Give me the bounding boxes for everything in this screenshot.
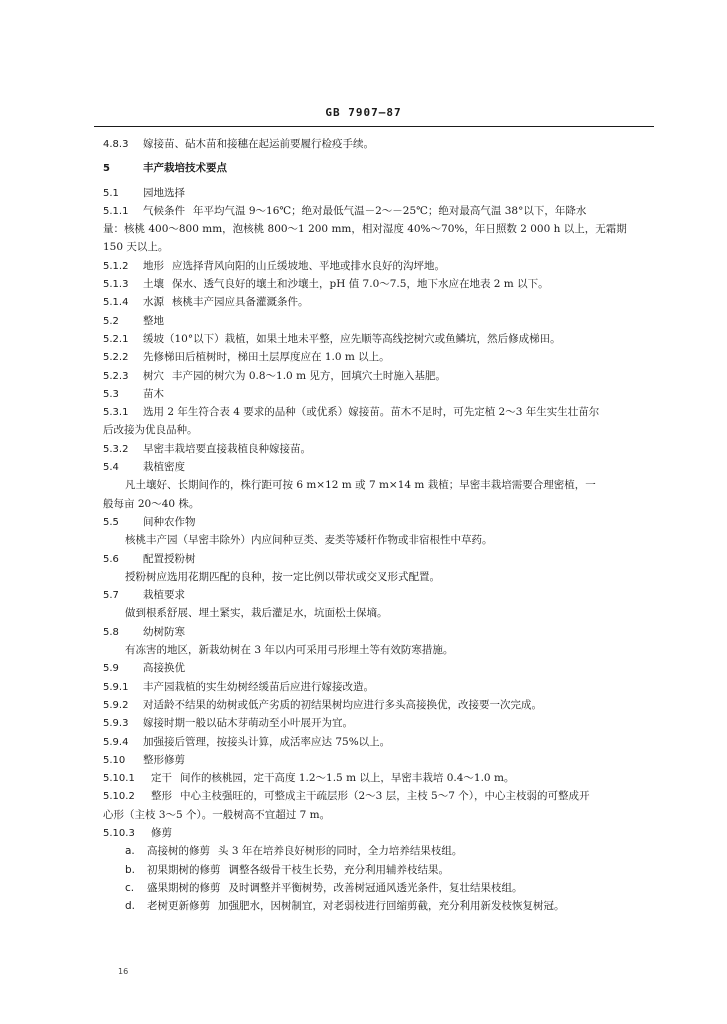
clause-text: 加强接后管理，按接头计算，成活率应达 75%以上。: [143, 735, 391, 748]
clause-text: 量：核桃 400～800 mm，泡核桃 800～1 200 mm，相对湿度 40%～70%，年日照数 2 000 h 以上，无霜期: [103, 223, 627, 236]
sub-item-label: d.: [125, 900, 136, 913]
text-line: [103, 367, 658, 385]
clause-term: 地形: [143, 259, 164, 272]
text-line: [103, 403, 658, 421]
clause-text: 幼树防寒: [143, 625, 185, 638]
clause-number: 5.3.2: [103, 443, 129, 455]
text-line: [103, 495, 658, 513]
text-line: [103, 202, 658, 220]
clause-number: 5.2: [103, 315, 119, 327]
text-line: [103, 604, 658, 622]
sub-item: [103, 897, 658, 915]
text-line: [103, 330, 658, 348]
clause-term: 水源: [143, 296, 164, 309]
clause-number: 5.2.1: [103, 333, 129, 345]
text-line: [103, 293, 658, 311]
sub-item-label: b.: [125, 863, 136, 876]
clause-text: 丰产栽培技术要点: [143, 162, 227, 175]
clause-text: 授粉树应选用花期匹配的良种，按一定比例以带状或交叉形式配置。: [125, 570, 440, 583]
clause-text: 核桃丰产园（早密丰除外）内应间种豆类、麦类等矮杆作物或非宿根性中草药。: [125, 534, 493, 547]
clause-text: 丰产园的树穴为 0.8～1.0 m 见方，回填穴土时施入基肥。: [172, 369, 446, 382]
clause-text: 配置授粉树: [143, 552, 196, 565]
text-line: [103, 275, 658, 293]
text-line: [103, 220, 658, 238]
text-line: [103, 184, 658, 202]
clause-text: 间作的核桃园，定干高度 1.2～1.5 m 以上，早密丰栽培 0.4～1.0 m。: [180, 772, 515, 785]
text-line: [103, 733, 658, 751]
section-heading: [103, 159, 658, 177]
clause-text: 核桃丰产园应具备灌溉条件。: [172, 296, 309, 309]
clause-number: 5.9.2: [103, 699, 129, 711]
clause-text: 应选择背风向阳的山丘缓坡地、平地或排水良好的沟坪地。: [172, 259, 445, 272]
sub-item: [103, 842, 658, 860]
clause-text: 加强肥水，因树制宜，对老弱枝进行回缩剪截，充分利用新发枝恢复树冠。: [218, 900, 565, 913]
clause-text: 苗木: [143, 387, 164, 400]
clause-text: 对适龄不结果的幼树或低产劣质的初结果树均应进行多头高接换优，改接要一次完成。: [143, 698, 542, 711]
clause-text: 150 天以上。: [103, 241, 169, 254]
sub-item-label: c.: [125, 881, 135, 894]
text-line: [103, 257, 658, 275]
clause-term: 盛果期树的修剪: [147, 881, 221, 894]
text-line: [103, 440, 658, 458]
text-line: [103, 659, 658, 677]
clause-text: 嫁接苗、砧木苗和接穗在起运前要履行检疫手续。: [143, 138, 374, 150]
text-line: [103, 586, 658, 604]
clause-text: 般每亩 20～40 株。: [103, 497, 200, 510]
clause-number: 5.4: [103, 462, 119, 474]
clause-text: 保水、透气良好的壤土和沙壤土，pH 值 7.0～7.5，地下水应在地表 2 m 以下。: [172, 278, 549, 291]
clause-text: 嫁接时期一般以砧木芽萌动至小叶展开为宜。: [143, 717, 353, 730]
clause-number: 5.6: [103, 553, 119, 565]
clause-text: 中心主枝强旺的，可整成主干疏层形（2～3 层，主枝 5～7 个），中心主枝弱的可整成开: [180, 790, 590, 803]
text-line: [103, 348, 658, 366]
clause-number: 5.2.2: [103, 352, 129, 364]
clause-number: 5.8: [103, 626, 119, 638]
clause-number: 5.1.2: [103, 260, 129, 272]
text-line: [103, 641, 658, 659]
clause-number: 5.9.1: [103, 681, 129, 693]
text-line: [103, 751, 658, 769]
clause-text: 整地: [143, 314, 164, 327]
clause-text: 园地选择: [143, 186, 185, 199]
header-rule: [94, 126, 654, 127]
clause-number: 5.5: [103, 516, 119, 528]
clause-text: 选用 2 年生符合表 4 要求的品种（或优系）嫁接苗。苗木不足时，可先定植 2～3 年生实生壮苗尔: [143, 406, 600, 419]
clause-term: 高接树的修剪: [147, 845, 210, 858]
clause-term: 整形: [151, 790, 172, 803]
clause-term: 树穴: [143, 369, 164, 382]
clause-number: 5.1: [103, 187, 119, 199]
clause-text: 栽植密度: [143, 461, 185, 474]
clause-text: 心形（主枝 3～5 个）。一般树高不宜超过 7 m。: [103, 808, 331, 821]
page-number: 16: [118, 967, 129, 976]
clause-term: 老树更新修剪: [147, 900, 210, 913]
clause-number: 5.7: [103, 590, 119, 602]
clause-text: 年平均气温 9～16℃；绝对最低气温－2～－25℃；绝对最高气温 38°以下，年降水: [193, 204, 587, 217]
text-line: [103, 769, 658, 787]
text-line: [103, 696, 658, 714]
sub-item: [103, 879, 658, 897]
clause-number: 5.9: [103, 663, 119, 675]
clause-number: 5.9.4: [103, 736, 129, 748]
clause-number: 5.1.1: [103, 205, 129, 217]
clause-text: 栽植要求: [143, 589, 185, 602]
clause-text: 修剪: [151, 826, 172, 839]
text-line: [103, 623, 658, 641]
text-line: [103, 550, 658, 568]
clause-text: 头 3 年在培养良好树形的同时，全力培养结果枝组。: [218, 845, 463, 858]
sub-item-label: a.: [125, 845, 135, 858]
clause-text: 先修梯田后植树时，梯田土层厚度应在 1.0 m 以上。: [143, 351, 390, 364]
text-line: [103, 312, 658, 330]
clause-text: 及时调整并平衡树势，改善树冠通风透光条件，复壮结果枝组。: [228, 881, 523, 894]
clause-text: 间种农作物: [143, 515, 196, 528]
clause-text: 早密丰栽培要直接栽植良种嫁接苗。: [143, 442, 311, 455]
clause-number: 5.10.3: [103, 827, 135, 839]
clause-text: 缓坡（10°以下）栽植，如果土地未平整，应先顺等高线挖树穴或鱼鳞坑，然后修成梯田。: [143, 332, 561, 345]
clause-text: 丰产园栽植的实生幼树经缓苗后应进行嫁接改造。: [143, 680, 374, 693]
clause-term: 土壤: [143, 278, 164, 291]
clause-number: 5.3: [103, 388, 119, 400]
clause-number: 5.10.2: [103, 791, 135, 803]
sub-item: [103, 861, 658, 879]
text-line: [103, 135, 658, 153]
text-line: [103, 568, 658, 586]
clause-text: 做到根系舒展、埋土紧实，栽后灌足水，坑面松土保墒。: [125, 607, 388, 620]
clause-text: 整形修剪: [143, 753, 185, 766]
text-line: [103, 824, 658, 842]
text-line: [103, 238, 658, 256]
clause-text: 高接换优: [143, 662, 185, 675]
clause-number: 5.1.4: [103, 297, 129, 309]
clause-number: 5.10: [103, 754, 126, 766]
clause-number: 5.2.3: [103, 370, 129, 382]
text-line: [103, 714, 658, 732]
clause-number: 4.8.3: [103, 139, 129, 150]
text-line: [103, 385, 658, 403]
document-body: [103, 135, 658, 915]
text-line: [103, 806, 658, 824]
clause-number: 5.10.1: [103, 773, 135, 785]
clause-text: 后改接为优良品种。: [103, 424, 198, 437]
clause-number: 5.1.3: [103, 279, 129, 291]
clause-term: 初果期树的修剪: [147, 863, 221, 876]
clause-number: 5.3.1: [103, 407, 129, 419]
clause-text: 凡土壤好、长期间作的，株行距可按 6 m×12 m 或 7 m×14 m 栽植；早密丰栽培需要合理密植，一: [125, 479, 596, 492]
text-line: [103, 787, 658, 805]
clause-term: 定干: [151, 772, 172, 785]
clause-term: 气候条件: [143, 204, 185, 217]
clause-number: 5.9.3: [103, 718, 129, 730]
text-line: [103, 421, 658, 439]
text-line: [103, 458, 658, 476]
clause-text: 有冻害的地区，新栽幼树在 3 年以内可采用弓形埋土等有效防寒措施。: [125, 644, 454, 657]
text-line: [103, 531, 658, 549]
clause-number: 5: [103, 163, 110, 175]
page-header: GB 7907—87: [325, 106, 402, 119]
text-line: [103, 678, 658, 696]
text-line: [103, 513, 658, 531]
clause-text: 调整各级骨干枝生长势，充分利用辅养枝结果。: [228, 863, 449, 876]
text-line: [103, 476, 658, 494]
